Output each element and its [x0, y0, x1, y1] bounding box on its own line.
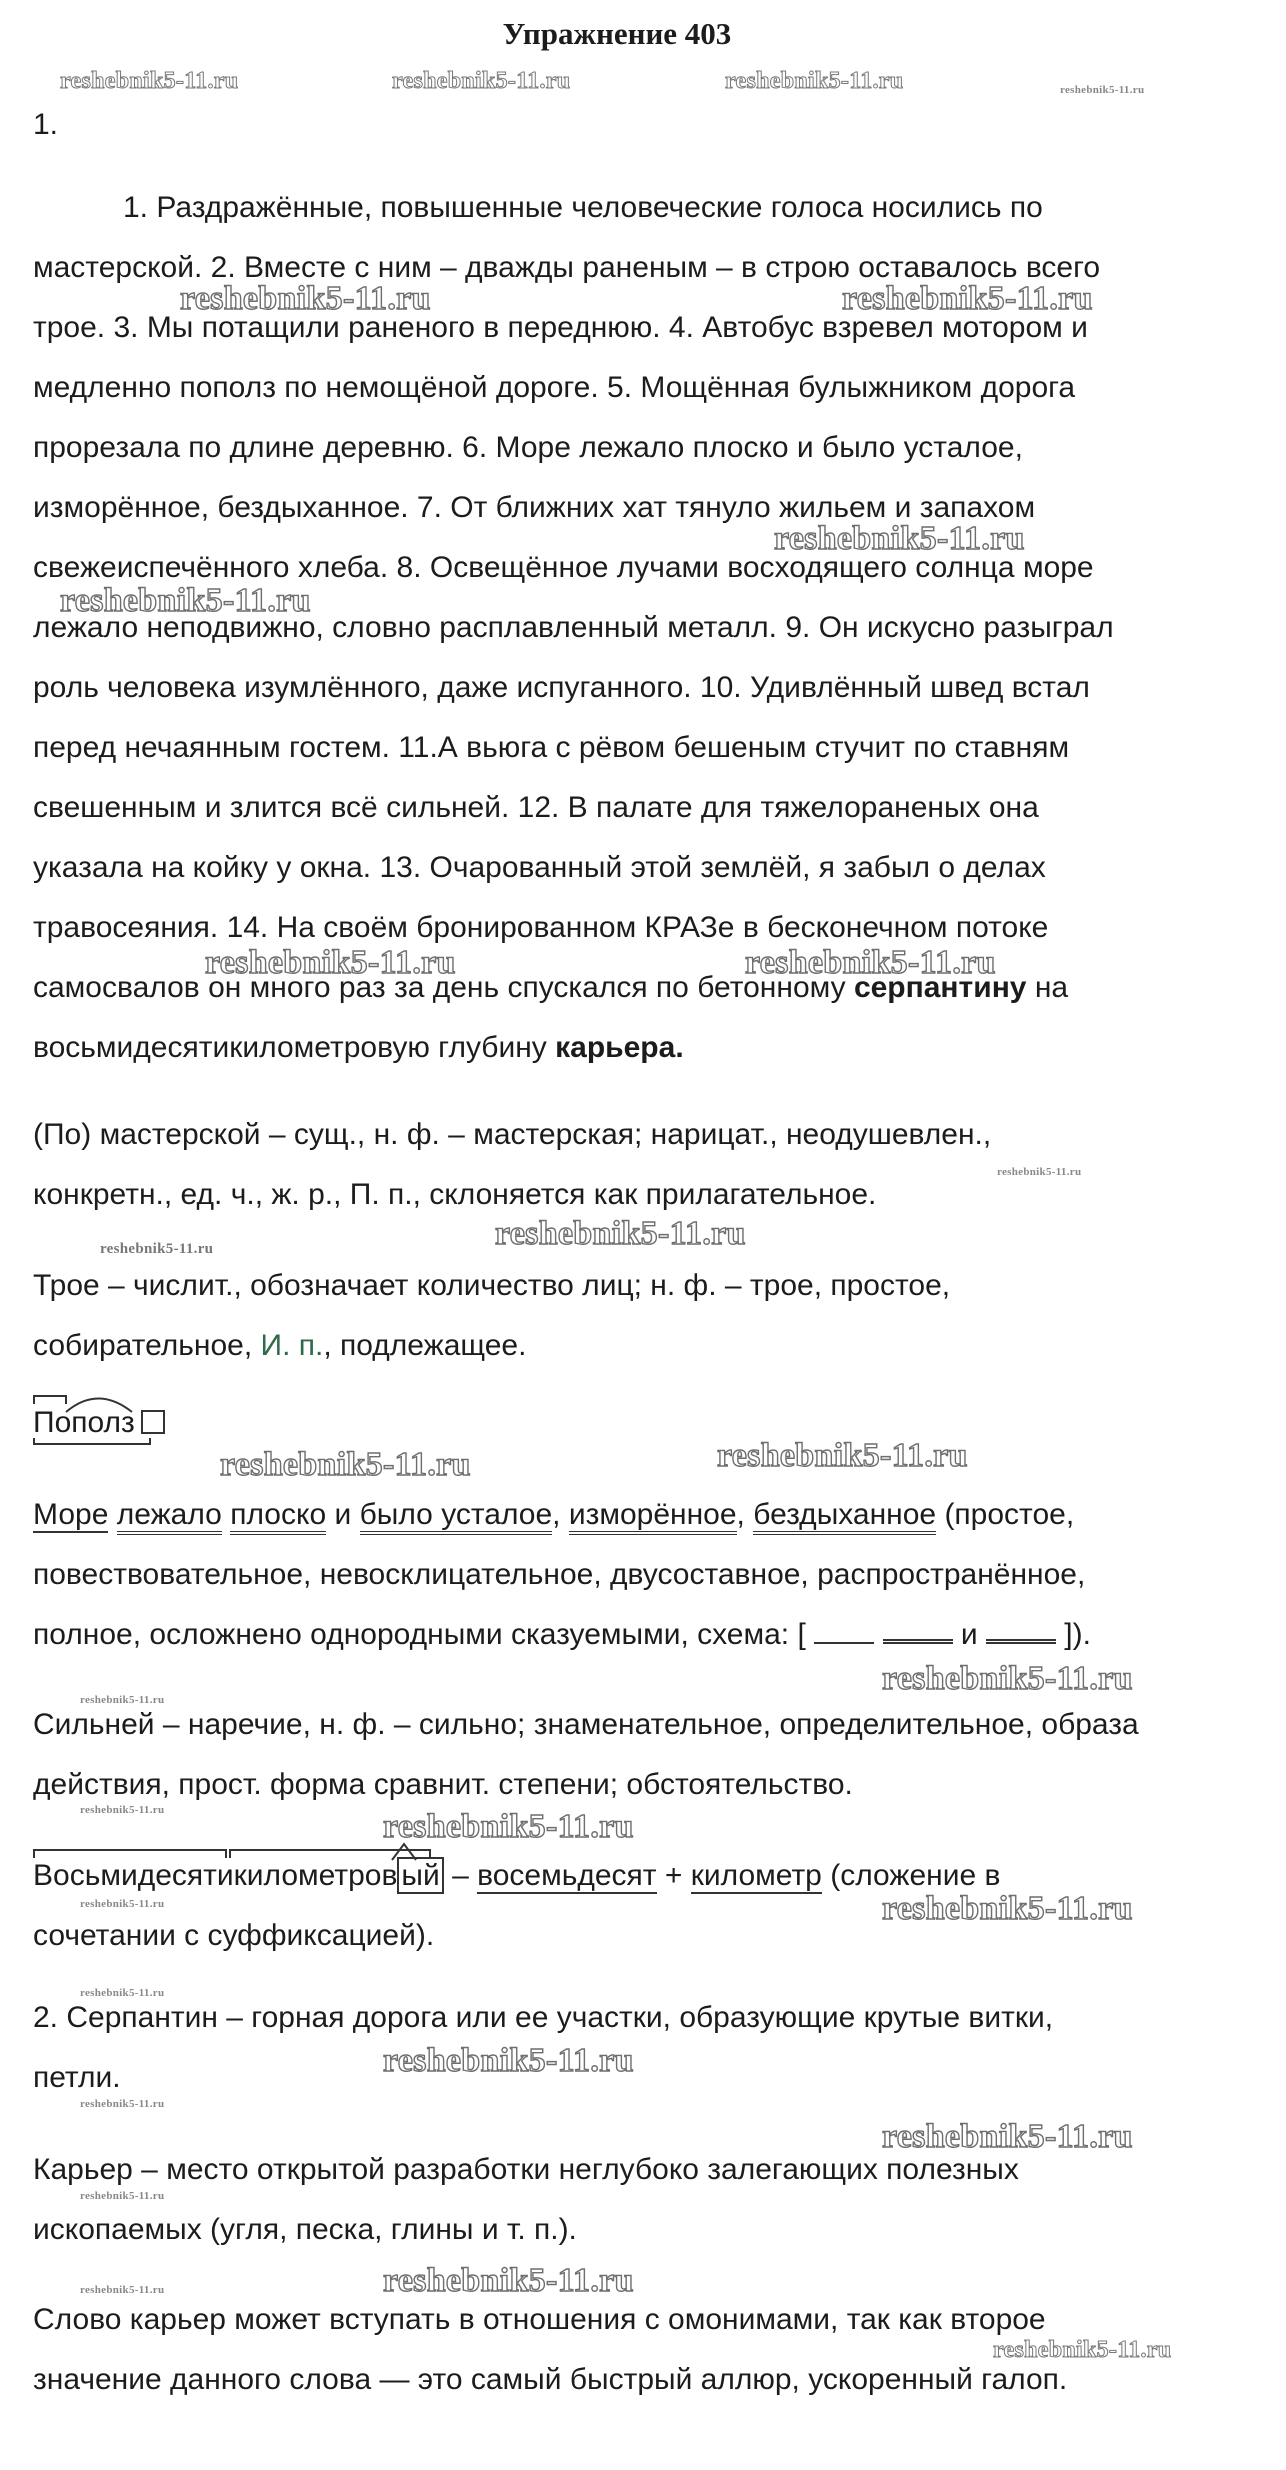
text-line: Трое – числит., обозначает количество лиц; н. ф. – трое, простое, [33, 1269, 951, 1302]
text-line: Слово карьер может вступать в отношения с омонимами, так как второе [33, 2303, 1046, 2336]
text-line: петли. [33, 2061, 121, 2094]
watermark: reshebnik5-11.ru [882, 1890, 1133, 1927]
text-line: лежало неподвижно, словно расплавленный металл. 9. Он искусно разыграл [33, 611, 1114, 644]
text-line: ископаемых (угля, песка, глины и т. п.). [33, 2213, 577, 2246]
text-line: Море лежало плоско и было усталое, изморённое, бездыханное (простое, [33, 1485, 1091, 1545]
watermark: reshebnik5-11.ru [80, 1987, 165, 1999]
text-line: (По) мастерской – сущ., н. ф. – мастерская; нарицат., неодушевлен., [33, 1118, 992, 1151]
predicate: плоско [230, 1498, 326, 1535]
suffix-mark [392, 1844, 416, 1860]
root: пол [71, 1406, 122, 1439]
predicate: было усталое [360, 1498, 553, 1535]
text-line: Карьер – место открытой разработки неглубоко залегающих полезных [33, 2153, 1019, 2186]
stem-mark [34, 1438, 150, 1444]
watermark: reshebnik5-11.ru [997, 1166, 1082, 1178]
predicate: бездыханное [753, 1498, 936, 1535]
watermark: reshebnik5-11.ru [80, 1694, 165, 1706]
subject: Море [33, 1498, 109, 1531]
watermark: reshebnik5-11.ru [745, 944, 996, 981]
watermark: reshebnik5-11.ru [80, 1804, 165, 1816]
base-word: восемьдесят [477, 1859, 657, 1892]
text-line: восьмидесятикилометровую глубину карьера. [33, 1031, 684, 1064]
text-line: конкретн., ед. ч., ж. р., П. п., склоняется как прилагательное. [33, 1178, 877, 1211]
root-mark [34, 1850, 226, 1858]
section-label: 1. [33, 108, 59, 141]
watermark: reshebnik5-11.ru [205, 944, 456, 981]
text-line: указала на койку у окна. 13. Очарованный этой землёй, я забыл о делах [33, 851, 1046, 884]
watermark: reshebnik5-11.ru [100, 1241, 214, 1257]
watermark: reshebnik5-11.ru [882, 1660, 1133, 1697]
text-line: изморённое, бездыханное. 7. От ближних хат тянуло жильем и запахом [33, 491, 1036, 524]
text-line: 2. Серпантин – горная дорога или ее участки, образующие крутые витки, [33, 2001, 1054, 2034]
watermark: reshebnik5-11.ru [383, 2042, 634, 2079]
text-line: сочетании с суффиксацией). [33, 1919, 435, 1952]
text-line: самосвалов он много раз за день спускался по бетонному серпантину на [33, 971, 1069, 1004]
stem: Восьмидесятикилометров [33, 1859, 398, 1892]
text-line: прорезала по длине деревню. 6. Море лежало плоско и было усталое, [33, 431, 1023, 464]
text-line: значение данного слова — это самый быстрый аллюр, ускоренный галоп. [33, 2363, 1068, 2396]
watermark: reshebnik5-11.ru [383, 1808, 634, 1845]
prefix: По [33, 1406, 72, 1439]
text-line: действия, прост. форма сравнит. степени; обстоятельство. [33, 1768, 853, 1801]
watermark: reshebnik5-11.ru [993, 2337, 1172, 2363]
text-line: собирательное, И. п., подлежащее. [33, 1329, 527, 1362]
prefix-mark [34, 1396, 66, 1404]
base-word: километр [690, 1859, 822, 1892]
watermark: reshebnik5-11.ru [842, 280, 1093, 317]
text-line: 1. Раздражённые, повышенные человеческие голоса носились по [123, 191, 1043, 224]
watermark: reshebnik5-11.ru [80, 2190, 165, 2202]
watermark: reshebnik5-11.ru [774, 520, 1025, 557]
watermark: reshebnik5-11.ru [383, 2262, 634, 2299]
text-line: Сильней – наречие, н. ф. – сильно; знаменательное, определительное, образа [33, 1708, 1139, 1741]
watermark: reshebnik5-11.ru [180, 280, 431, 317]
root-arc [66, 1399, 132, 1413]
text-line: свешенным и злится всё сильней. 12. В палате для тяжелораненых она [33, 791, 1039, 824]
text-line: мастерской. 2. Вместе с ним – дважды раненым – в строю оставалось всего [33, 251, 1101, 284]
watermark: reshebnik5-11.ru [1060, 84, 1145, 96]
watermark: reshebnik5-11.ru [725, 68, 904, 94]
watermark: reshebnik5-11.ru [80, 2284, 165, 2296]
watermark: reshebnik5-11.ru [717, 1437, 968, 1474]
watermark: reshebnik5-11.ru [392, 68, 571, 94]
text-line: Восьмидесятикилометров ый – восемьдесят + километр (сложение в [33, 1859, 1001, 1892]
watermark: reshebnik5-11.ru [882, 2118, 1133, 2155]
text-line: медленно пополз по немощёной дороге. 5. Мощённая булыжником дорога [33, 371, 1076, 404]
text-line: роль человека изумлённого, даже испуганного. 10. Удивлённый швед встал [33, 671, 1090, 704]
page-title: Упражнение 403 [502, 16, 732, 51]
watermark: reshebnik5-11.ru [80, 1898, 165, 1910]
bold-word: карьера. [555, 1031, 684, 1064]
text-line: трое. 3. Мы потащили раненого в переднюю. 4. Автобус взревел мотором и [33, 311, 1088, 344]
text-line: свежеиспечённого хлеба. 8. Освещённое лучами восходящего солнца море [33, 551, 1094, 584]
watermark: reshebnik5-11.ru [495, 1215, 746, 1252]
ending-box: ый [397, 1857, 443, 1894]
predicate: лежало [117, 1498, 222, 1535]
bold-word: серпантину [853, 971, 1027, 1004]
text-line: перед нечаянным гостем. 11.А вьюга с рёвом бешеным стучит по ставням [33, 731, 1070, 764]
suffix: з [121, 1406, 135, 1439]
text-line: травосеяния. 14. На своём бронированном КРАЗе в бесконечном потоке [33, 911, 1049, 944]
root-mark [230, 1850, 430, 1858]
watermark: reshebnik5-11.ru [80, 2098, 165, 2110]
watermark: reshebnik5-11.ru [220, 1446, 471, 1483]
watermark: reshebnik5-11.ru [60, 582, 311, 619]
predicate: изморённое [569, 1498, 737, 1535]
text-line: повествовательное, невосклицательное, двусоставное, распространённое, [33, 1558, 1086, 1591]
text-line: полное, осложнено однородными сказуемыми, схема: [ и ]). [33, 1618, 1091, 1651]
watermark: reshebnik5-11.ru [60, 68, 239, 94]
